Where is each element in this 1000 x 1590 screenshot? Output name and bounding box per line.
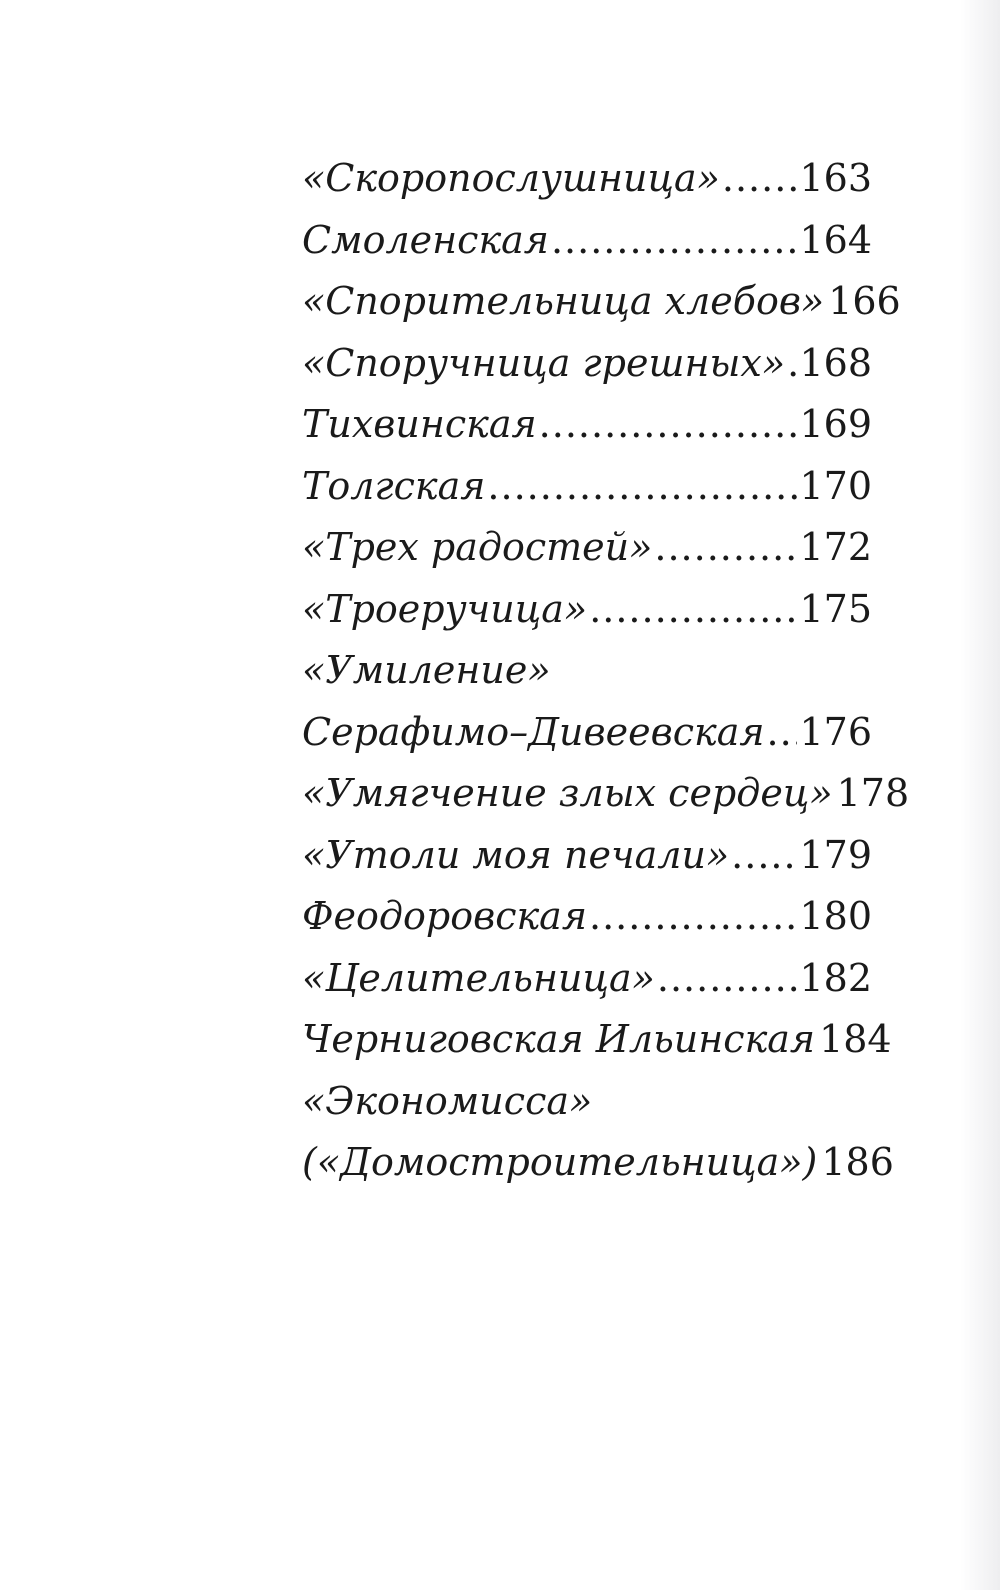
- toc-entry-title: Феодоровская: [302, 894, 587, 938]
- toc-entry: [302, 456, 872, 518]
- dot-leader: [589, 579, 797, 641]
- toc-entry-title: «Споручница грешных»: [302, 340, 786, 385]
- toc-entry: [302, 1009, 892, 1071]
- dot-leader: [657, 948, 798, 1010]
- dot-leader: [722, 148, 798, 210]
- toc-page-number: 176: [799, 709, 872, 754]
- toc-page-number: 168: [799, 340, 872, 385]
- toc-entry: [302, 394, 872, 456]
- toc-entry: [302, 763, 910, 825]
- toc-entry-title: «Скоропослушница»: [302, 156, 720, 200]
- toc-entry: [302, 1071, 894, 1194]
- toc-entry-title: «Трех радостей»: [302, 525, 653, 569]
- toc-page-number: 178: [836, 771, 910, 815]
- dot-leader: [551, 210, 798, 272]
- toc-entry: [302, 271, 901, 333]
- dot-leader: [589, 886, 797, 948]
- dot-leader: [767, 702, 798, 764]
- toc-entry: [302, 948, 872, 1010]
- toc-page-number: 169: [799, 402, 872, 446]
- dot-leader: [731, 825, 797, 887]
- toc-page-number: 170: [799, 463, 872, 508]
- toc-entry: [302, 825, 872, 887]
- toc-entry-title: Черниговская Ильинская: [302, 1017, 816, 1061]
- toc-page-number: 175: [799, 586, 872, 631]
- toc-entry: [302, 333, 872, 395]
- toc-page-number: 172: [799, 525, 872, 569]
- toc-entry: [302, 640, 872, 763]
- toc-entry-title: Тихвинская: [302, 402, 537, 446]
- toc-entry-title: «Умягчение злых сердец»: [302, 771, 833, 815]
- toc-entry: [302, 886, 872, 948]
- toc-entry-title: Толгская: [302, 463, 486, 508]
- toc-entry: [302, 579, 872, 641]
- toc-entry: [302, 210, 872, 272]
- dot-leader: [654, 517, 797, 579]
- toc-entry-title: «Целительница»: [302, 955, 655, 1000]
- toc-entry-title: («Домостроительница»): [302, 1140, 818, 1184]
- dot-leader: [487, 456, 797, 518]
- toc-page-number: 166: [828, 279, 901, 323]
- toc-page-number: 186: [821, 1140, 894, 1184]
- toc-page-number: 179: [799, 832, 872, 877]
- toc-entry-title-line1: «Умиление»: [302, 648, 551, 692]
- toc-entry-title: «Троеручица»: [302, 586, 588, 631]
- toc-entry-title: «Спорительница хлебов»: [302, 279, 825, 323]
- toc-page-number: 180: [799, 894, 872, 938]
- dot-leader: [787, 333, 797, 395]
- toc-entry-title: Серафимо–Дивеевская: [302, 709, 765, 754]
- toc-entry-title: Смоленская: [302, 217, 549, 262]
- page-edge-shadow: [960, 0, 1000, 1590]
- toc-entry-title-line1: «Экономисса»: [302, 1078, 593, 1123]
- toc-page-number: 163: [799, 156, 872, 200]
- dot-leader: [539, 394, 798, 456]
- toc-page-number: 184: [819, 1017, 892, 1061]
- toc-entry: [302, 148, 872, 210]
- toc-page-number: 164: [799, 217, 872, 262]
- toc-page-number: 182: [799, 955, 872, 1000]
- toc-entry: [302, 517, 872, 579]
- table-of-contents: [302, 148, 910, 1194]
- toc-entry-title: «Утоли моя печали»: [302, 832, 730, 877]
